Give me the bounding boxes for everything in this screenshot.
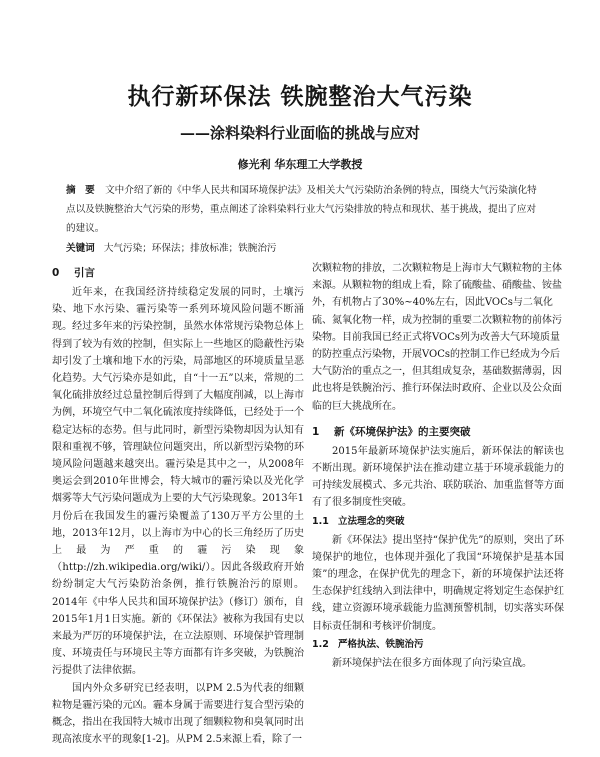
- left-column: [52, 262, 304, 748]
- section-1-2-title: 严格执法、铁腕治污: [338, 638, 424, 650]
- intro-paragraph-2-continued: 次颗粒物的排放，二次颗粒物是上海市大气颗粒物的主体来源。从颗粒物的组成上看，除了硫酸盐、硝酸盐、铵盐外，有机物占了30%~40%左右，因此VOCs与二氧化硫、氮氧化物一样，成为控制的重要二次颗粒物的前体污染物。目前我国已经正式将VOCs列为改善大气环境质量的防控重点污染物，开展VOCs的控制工作已经成为今后大气防治的重点之一，但其组成复杂，基础数据薄弱，因此也将是铁腕治污、推行环保法时政府、企业以及公众面临的巨大挑战所在。: [312, 263, 562, 412]
- abstract: [66, 181, 538, 238]
- section-1-1-text: 新《环保法》提出坚持“保护优先”的原则，突出了环境保护的地位，也体现并强化了我国“环境保护是基本国策”的理念，在保护优先的理念下，新的环境保护法还将生态保护红线纳入到法律中，明确规定将划定生态保护红线，建立资源环境承载能力监测预警机制，切实落实环保目标责任制和考核评价制度。: [312, 534, 564, 632]
- section-1-1-title: 立法理念的突破: [338, 515, 405, 527]
- section-0-title: 引言: [74, 267, 95, 279]
- section-1-1-heading: [312, 512, 564, 532]
- keywords-text: 大气污染；环保法；排放标准；铁腕治污: [103, 243, 277, 254]
- intro-paragraph-1: 近年来，在我国经济持续稳定发展的同时，土壤污染、地下水污染、霾污染等一系列环境风险问题不断涌现。经过多年来的污染控制，虽然水体常规污染物总体上得到了较为有效的控制，但实际上一些地区的隐蔽性污染却引发了土壤和地下水的污染，局部地区的环境质量呈恶化趋势。大气污染亦是如此，自“十一五”以来，常规的二氧化硫排放经过总量控制后得到了大幅度削减，以上海市为例，环境空气中二氧化硫浓度持续降低，已经处于一个稳定达标的态势。但与此同时，新型污染物却因为认知有限和重视不够，管理缺位问题突出，所以新型污染物的环境风险问题越来越突出。霾污染是其中之一，从2008年奥运会到2010年世博会，特大城市的霾污染以及光化学烟雾等大气污染问题成为上要的大气污染现象。2013年1月份后在我国发生的霾污染覆盖了130万平方公里的土地，2013年12月，以上海市为中心的长三角经历了历史上最为严重的霾污染现象（http://zh.wikipedia.org/wiki/）。因此各级政府开始纷纷制定大气污染防治条例，推行铁腕治污的原则。2014年《中华人民共和国环境保护法》（修订）颁布，自2015年1月1日实施。新的《环保法》被称为我国有史以来最为严厉的环境保护法，在立法原则、环境保护管理制度、环境责任与环境民主等方面都有许多突破，为铁腕治污提供了法律依据。: [52, 287, 304, 677]
- keywords-label: 关键词: [66, 243, 95, 254]
- section-1-2-heading: [312, 635, 564, 655]
- section-1-2-text: 新环境保护法在很多方面体现了向污染宣战。: [332, 657, 532, 669]
- abstract-text: 文中介绍了新的《中华人民共和国环境保护法》及相关大气污染防治条例的特点，围绕大气污染演化特点以及铁腕整治大气污染的形势，重点阐述了涂料染料行业大气污染排放的特点和现状、基于挑战，提出了应对的建议。: [66, 185, 537, 234]
- abstract-label: 摘 要: [66, 185, 95, 196]
- section-0-number: 0: [52, 267, 60, 279]
- section-1-title: 新《环境保护法》的主要突破: [334, 425, 471, 438]
- paper-title: 执行新环保法 铁腕整治大气污染: [127, 84, 473, 110]
- paper-subtitle: ——涂料染料行业面临的挑战与应对: [179, 124, 420, 142]
- section-1-1-number: 1.1: [312, 515, 329, 527]
- section-0-heading: [52, 262, 304, 284]
- right-column: [312, 260, 564, 672]
- section-1-2-number: 1.2: [312, 638, 329, 650]
- intro-paragraph-2: 国内外众多研究已经表明，以PM 2.5为代表的细颗粒物是霾污染的元凶。霾本身属于需要进行复合型污染的概念，指出在我国特大城市出现了细颗粒物和臭氧同时出现高浓度水平的现象[1-2]。从PM 2.5来源上看，除了一: [52, 682, 304, 746]
- keywords: [66, 240, 538, 254]
- section-1-number: 1: [312, 425, 320, 438]
- section-1-intro: 2015年最新环境保护法实施后，新环保法的解读也不断出现。新环境保护法在推动建立基于环境承载能力的可持续发展模式、多元共治、联防联治、加重监督等方面有了很多制度性突破。: [312, 445, 564, 509]
- author-line: 修光利 华东理工大学教授: [237, 158, 363, 171]
- section-1-heading: [312, 421, 564, 443]
